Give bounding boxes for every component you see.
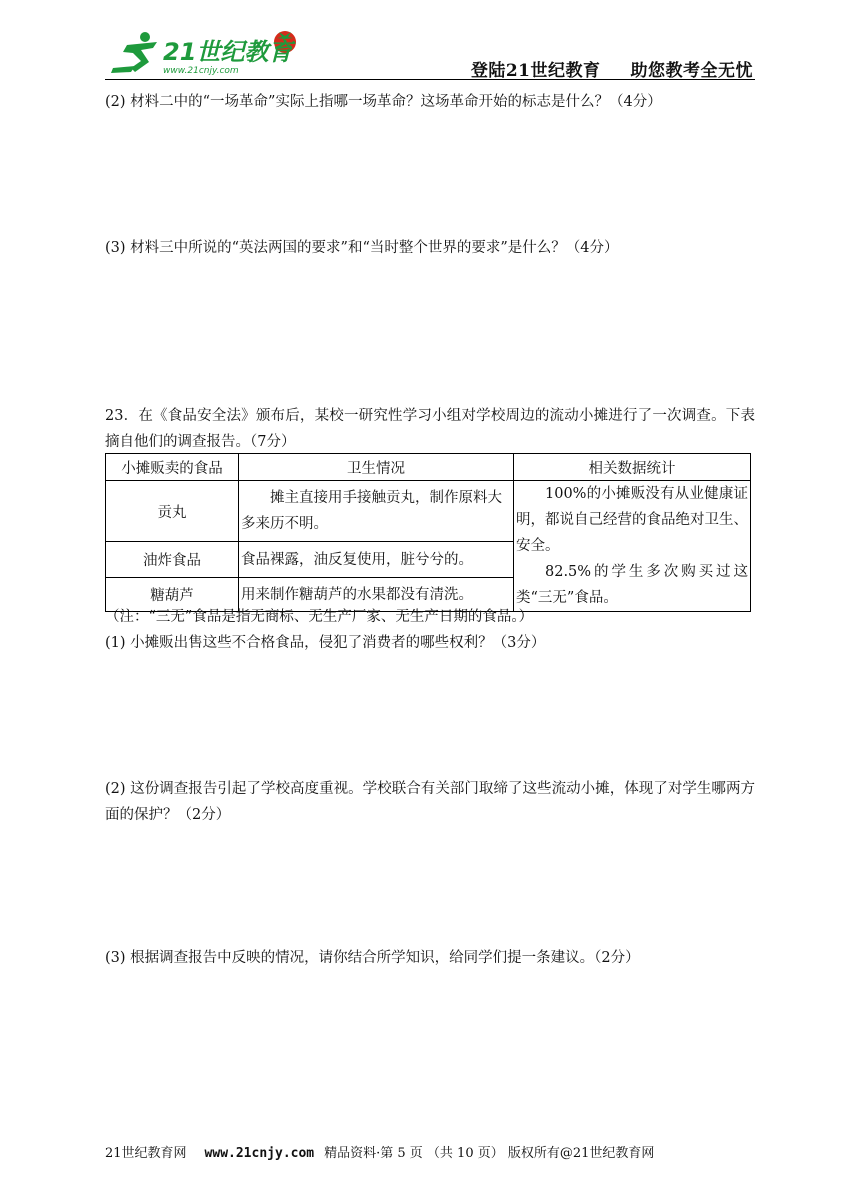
logo-text: 21世纪教育 xyxy=(163,38,293,66)
hygiene-text: 摊主直接用手接触贡丸，制作原料大多来历不明。 xyxy=(241,490,502,533)
question-23-1: (1) 小摊贩出售这些不合格食品，侵犯了消费者的哪些权利？（3分） xyxy=(105,635,546,651)
footer-right: 精品资料·第 5 页 （共 10 页） 版权所有@21世纪教育网 xyxy=(324,1146,655,1161)
logo-url: www.21cnjy.com xyxy=(163,66,239,76)
question-22-2: (2) 材料二中的“一场革命”实际上指哪一场革命？这场革命开始的标志是什么？（4分） xyxy=(105,94,662,110)
table-header-stats: 相关数据统计 xyxy=(514,454,751,481)
logo xyxy=(105,28,305,78)
question-23-3: (3) 根据调查报告中反映的情况，请你结合所学知识，给同学们提一条建议。（2分） xyxy=(105,950,640,966)
question-23-2: (2) 这份调查报告引起了学校高度重视。学校联合有关部门取缔了这些流动小摊，体现了对学生哪两方面的保护？（2分） xyxy=(105,781,755,823)
question-22-3: (3) 材料三中所说的“英法两国的要求”和“当时整个世界的要求”是什么？（4分） xyxy=(105,240,619,256)
question-23-intro: 23．在《食品安全法》颁布后，某校一研究性学习小组对学校周边的流动小摊进行了一次调查。下表摘自他们的调查报告。（7分） xyxy=(105,408,755,450)
table-cell-hygiene: 用来制作糖葫芦的水果都没有清洗。 xyxy=(239,578,514,612)
survey-table xyxy=(105,453,751,612)
page-header xyxy=(105,28,755,80)
stats-text-2: 82.5%的学生多次购买过这类“三无”食品。 xyxy=(516,564,748,606)
footer-site: www.21cnjy.com xyxy=(204,1146,315,1161)
table-cell-food: 油炸食品 xyxy=(106,542,239,578)
table-header-row xyxy=(106,454,751,481)
table-cell-stats xyxy=(514,481,751,612)
footer-left: 21世纪教育网 xyxy=(105,1146,187,1161)
table-cell-food: 贡丸 xyxy=(106,481,239,542)
page-footer xyxy=(105,1142,654,1161)
table-cell-hygiene xyxy=(239,481,514,542)
tagline-left: 登陆21世纪教育 xyxy=(470,61,601,81)
table-cell-food: 糖葫芦 xyxy=(106,578,239,612)
tagline-right: 助您教考全无忧 xyxy=(630,61,753,81)
runner-icon xyxy=(111,32,157,73)
header-rule xyxy=(105,79,755,80)
table-cell-hygiene: 食品裸露，油反复使用，脏兮兮的。 xyxy=(239,542,514,578)
table-note: （注：“三无”食品是指无商标、无生产厂家、无生产日期的食品。） xyxy=(105,609,534,625)
stats-text-1: 100%的小摊贩没有从业健康证明，都说自己经营的食品绝对卫生、安全。 xyxy=(516,486,748,554)
header-tagline xyxy=(471,56,753,81)
table-header-hygiene: 卫生情况 xyxy=(239,454,514,481)
table-header-food: 小摊贩卖的食品 xyxy=(106,454,239,481)
table-row xyxy=(106,481,751,542)
